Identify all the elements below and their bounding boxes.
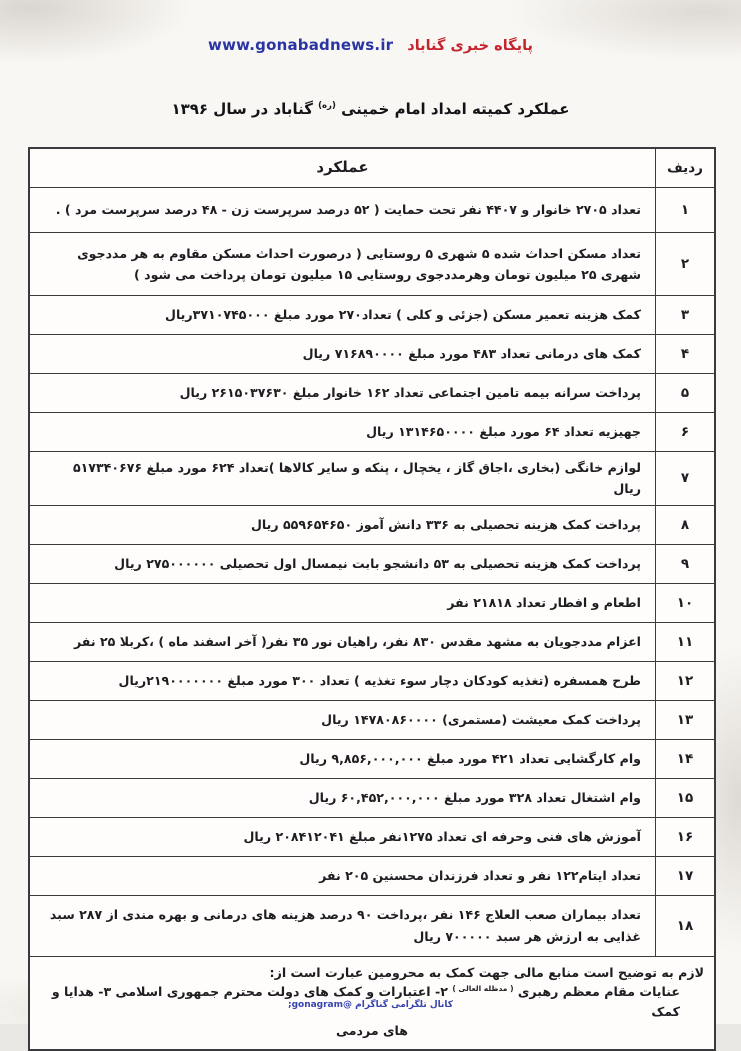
row-number-cell: ۱ — [655, 188, 714, 232]
row-number-cell: ۱۵ — [655, 779, 714, 817]
row-number-cell: ۶ — [655, 413, 714, 451]
performance-cell: وام کارگشایی تعداد ۴۲۱ مورد مبلغ ۹,۸۵۶,۰۰۰,۰۰۰ ریال — [299, 751, 641, 767]
performance-cell: وام اشتغال تعداد ۳۲۸ مورد مبلغ ۶۰,۴۵۲,۰۰۰,۰۰۰ ریال — [308, 790, 641, 806]
performance-cell: کمک های درمانی تعداد ۴۸۳ مورد مبلغ ۷۱۶۸۹۰۰۰۰ ریال — [302, 346, 641, 362]
performance-cell: پرداخت کمک هزینه تحصیلی به ۳۳۶ دانش آموز ۵۵۹۶۵۴۶۵۰ ریال — [250, 517, 641, 533]
footnote-line-1: لازم به توضیح است منابع مالی جهت کمک به محرومین عبارت است از: — [269, 964, 704, 980]
row-number-cell: ۴ — [655, 335, 714, 373]
table-row — [30, 662, 714, 701]
table-row — [30, 584, 714, 623]
telegram-caption: کانال تلگرامی گناگرام @gonagram; — [287, 1000, 454, 1010]
table-row — [30, 374, 714, 413]
page-title-start: عملکرد کمیته امداد امام خمینی — [341, 100, 570, 118]
performance-cell: پرداخت کمک هزینه تحصیلی به ۵۳ دانشجو بابت نیمسال اول تحصیلی ۲۷۵۰۰۰۰۰۰ ریال — [114, 556, 641, 572]
row-number-cell: ۱۶ — [655, 818, 714, 856]
row-number-cell: ۱۷ — [655, 857, 714, 895]
row-number-cell: ۱۴ — [655, 740, 714, 778]
table-row — [30, 740, 714, 779]
footnote-line-2-superscript: ( مدظله العالی ) — [452, 984, 514, 994]
performance-cell: لوازم خانگی (بخاری ،اجاق گاز ، یخچال ، پنکه و سایر کالاها )تعداد ۶۲۴ مورد مبلغ ۵۱۷۳۴۰۶۷۶ ریال — [72, 460, 641, 497]
performance-cell: تعداد ۲۷۰۵ خانوار و ۴۴۰۷ نفر تحت حمایت ( ۵۲ درصد سرپرست زن - ۴۸ درصد سرپرست مرد ) . — [55, 202, 641, 218]
table-row — [30, 818, 714, 857]
row-number-cell: ۱۱ — [655, 623, 714, 661]
table-row — [30, 413, 714, 452]
table-row — [30, 623, 714, 662]
header-cell-row-number: ردیف — [655, 149, 714, 187]
performance-cell: پرداخت سرانه بیمه تامین اجتماعی تعداد ۱۶۲ خانوار مبلغ ۲۶۱۵۰۳۷۶۳۰ ریال — [179, 385, 641, 401]
table-row — [30, 701, 714, 740]
table-row — [30, 896, 714, 957]
page-title-end: گناباد در سال ۱۳۹۶ — [171, 100, 313, 118]
performance-cell: جهیزیه تعداد ۶۴ مورد مبلغ ۱۳۱۴۶۵۰۰۰۰ ریال — [366, 424, 641, 440]
page-title-superscript: (ره) — [318, 101, 336, 111]
masthead — [0, 0, 741, 54]
page-title — [0, 100, 741, 118]
row-number-cell: ۵ — [655, 374, 714, 412]
row-number-cell: ۳ — [655, 296, 714, 334]
row-number-cell: ۱۰ — [655, 584, 714, 622]
row-number-cell: ۲ — [655, 233, 714, 295]
performance-cell: تعداد ایتام۱۲۲ نفر و تعداد فرزندان محسنین ۲۰۵ نفر — [319, 868, 641, 884]
row-number-cell: ۱۲ — [655, 662, 714, 700]
performance-cell: آموزش های فنی وحرفه ای تعداد ۱۲۷۵نفر مبلغ ۲۰۸۴۱۲۰۴۱ ریال — [243, 829, 641, 845]
site-url: www.gonabadnews.ir — [208, 36, 394, 54]
performance-cell: اعزام مددجویان به مشهد مقدس ۸۳۰ نفر، راهیان نور ۳۵ نفر( آخر اسفند ماه ) ،کربلا ۲۵ نفر — [73, 634, 641, 650]
performance-cell: کمک هزینه تعمیر مسکن (جزئی و کلی ) تعداد۲۷۰ مورد مبلغ ۳۷۱۰۷۴۵۰۰۰ریال — [165, 307, 641, 323]
performance-cell: تعداد بیماران صعب العلاج ۱۴۶ نفر ،پرداخت ۹۰ درصد هزینه های درمانی و بهره مندی از ۲۸۷ سبد غذایی به ارزش هر سبد ۷۰۰۰۰۰ ریال — [49, 907, 641, 944]
footnote-line-2-start: عنایات مقام معظم رهبری — [517, 984, 680, 1000]
table-row — [30, 545, 714, 584]
table-row — [30, 296, 714, 335]
performance-cell: طرح همسفره (تغذیه کودکان دچار سوء تغذیه ) تعداد ۳۰۰ مورد مبلغ ۲۱۹۰۰۰۰۰۰۰ریال — [118, 673, 641, 689]
site-name: پایگاه خبری گناباد — [407, 38, 533, 54]
table-row — [30, 506, 714, 545]
row-number-cell: ۸ — [655, 506, 714, 544]
table-header-row — [30, 149, 714, 188]
table-row — [30, 452, 714, 506]
footnote-line-2-end: ۲- اعتبارات و کمک های دولت محترم جمهوری اسلامی ۳- هدایا و کمک — [51, 984, 680, 1019]
row-number-cell: ۱۸ — [655, 896, 714, 956]
performance-cell: اطعام و افطار تعداد ۲۱۸۱۸ نفر — [447, 595, 641, 611]
table-row — [30, 335, 714, 374]
footnote-line-3: های مردمی — [335, 1023, 409, 1039]
performance-cell: تعداد مسکن احداث شده ۵ شهری ۵ روستایی ( درصورت احداث مسکن مقاوم به هر مددجوی شهری ۲۵ میلیون تومان وهرمددجوی روستایی ۱۵ میلیون تومان پرداخت می شود ) — [77, 245, 641, 282]
header-cell-performance: عملکرد — [316, 158, 369, 177]
table-row — [30, 188, 714, 233]
performance-cell: پرداخت کمک معیشت (مستمری) ۱۴۷۸۰۸۶۰۰۰۰ ریال — [321, 712, 641, 728]
row-number-cell: ۱۳ — [655, 701, 714, 739]
table-row — [30, 779, 714, 818]
row-number-cell: ۹ — [655, 545, 714, 583]
performance-table — [28, 147, 716, 1051]
row-number-cell: ۷ — [655, 452, 714, 505]
table-row — [30, 233, 714, 296]
table-row — [30, 857, 714, 896]
